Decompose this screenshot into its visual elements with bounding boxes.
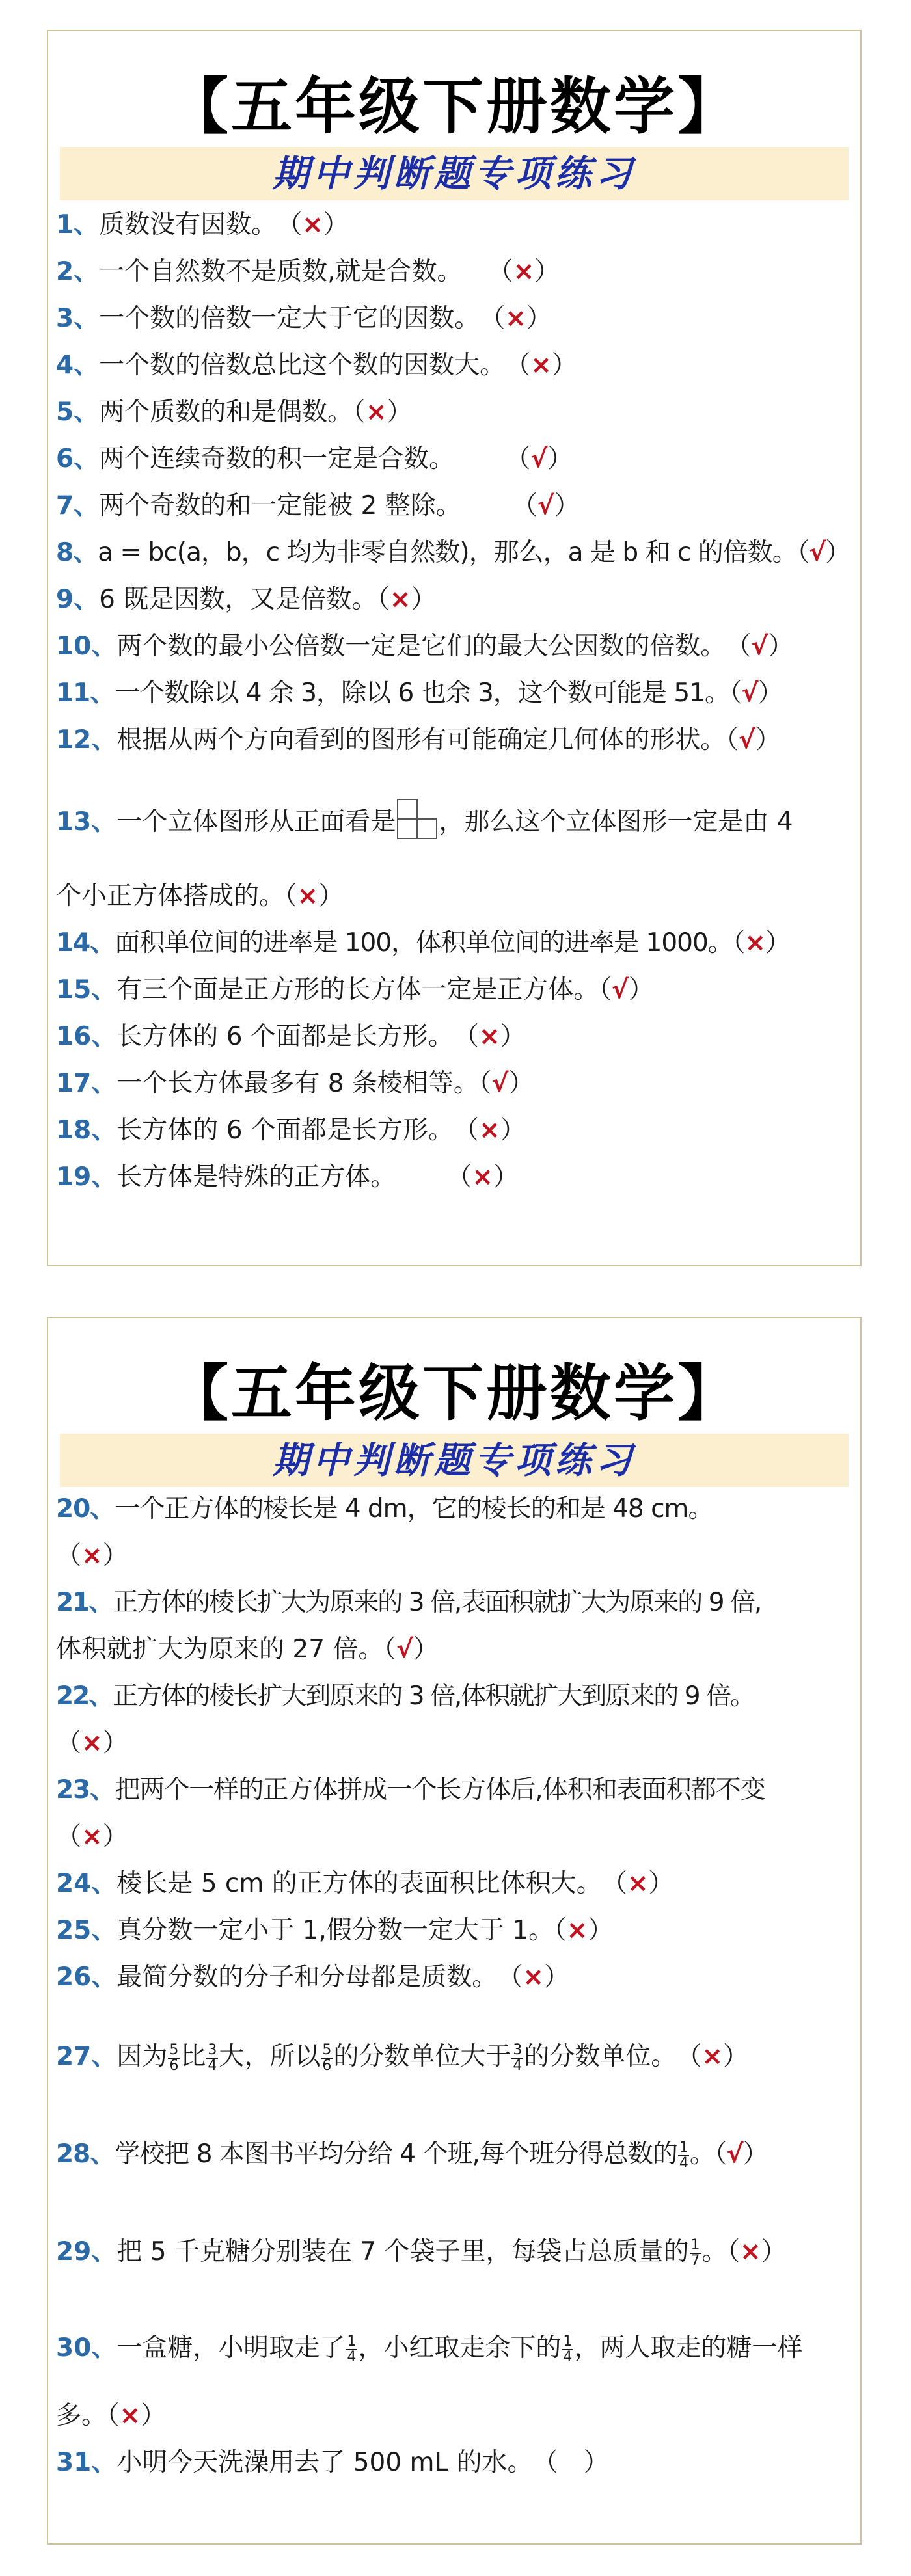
answer-mark: × — [119, 2401, 141, 2430]
worksheet-card-2 — [47, 1317, 862, 2545]
question-text: 一个数的倍数总比这个数的因数大。 — [99, 351, 493, 380]
question-text: 小明今天洗澡用去了 500 mL 的水。 — [116, 2448, 521, 2477]
question-number: 29 — [56, 2237, 92, 2266]
question-text: 两个连续奇数的积一定是合数。 — [99, 444, 442, 474]
main-title: 【五年级下册数学】 — [167, 71, 741, 142]
question-text: 两个质数的和是偶数。 — [99, 397, 353, 427]
question-text: 最简分数的分子和分母都是质数。 — [116, 1963, 485, 1992]
question-number: 10 — [56, 632, 92, 661]
question-number: 14 — [56, 928, 90, 958]
fraction: $\frac{1}{7}$ — [690, 2236, 700, 2269]
question-17: 17、一个长方体最多有 8 条棱相等。（√） — [56, 1069, 534, 1098]
question-number: 18 — [56, 1116, 92, 1145]
main-title: 【五年级下册数学】 — [167, 1358, 741, 1429]
question-20-line-1: 20、一个正方体的棱长是 4 dm，它的棱长的和是 48 cm。 — [56, 1494, 713, 1523]
question-text: 正方体的棱长扩大到原来的 3 倍,体积就扩大到原来的 9 倍。 — [113, 1682, 754, 1711]
question-number: 19 — [56, 1162, 92, 1192]
question-text: 棱长是 5 cm 的正方体的表面积比体积大。 — [116, 1869, 590, 1898]
question-number: 24 — [56, 1869, 92, 1898]
question-28: 28、学校把 8 本图书平均分给 4 个班,每个班分得总数的 $\frac{1}{4}$ 。（√） — [56, 2139, 768, 2171]
question-11: 11、一个数除以 4 余 3，除以 6 也余 3，这个数可能是 51。（√） — [56, 678, 783, 708]
answer-mark: × — [472, 1162, 494, 1192]
fraction: $\frac{3}{4}$ — [513, 2041, 523, 2074]
question-number: 16 — [56, 1022, 92, 1051]
answer-mark: √ — [726, 2140, 743, 2169]
question-text: 长方体的 6 个面都是长方形。 — [116, 1022, 441, 1051]
question-text: 正方体的棱长扩大为原来的 3 倍,表面积就扩大为原来的 9 倍, — [113, 1588, 761, 1617]
answer-mark: × — [566, 1916, 588, 1945]
question-13-line-1: 13、一个立体图形从正面看是 ，那么这个立体图形一定是由 4 — [56, 799, 855, 844]
question-number: 12 — [56, 725, 92, 755]
subtitle: 期中判断题专项练习 — [273, 1439, 636, 1482]
answer-mark: × — [701, 2042, 724, 2071]
answer-mark: × — [478, 1022, 500, 1051]
answer-mark: √ — [491, 1069, 509, 1098]
question-5: 5、两个质数的和是偶数。（×） — [56, 397, 413, 427]
question-text: 一个长方体最多有 8 条棱相等。 — [116, 1069, 479, 1098]
question-number: 23 — [56, 1775, 90, 1805]
question-8: 8、a = bc(a，b，c 均为非零自然数)，那么，a 是 b 和 c 的倍数。（√） — [56, 538, 850, 567]
answer-mark: √ — [537, 491, 554, 520]
question-18: 18、长方体的 6 个面都是长方形。 （×） — [56, 1116, 526, 1145]
answer-mark: × — [81, 1728, 103, 1758]
answer-mark: × — [627, 1869, 649, 1898]
question-text: a = bc(a，b，c 均为非零自然数)，那么，a 是 b 和 c 的倍数。 — [98, 538, 797, 567]
question-26: 26、最简分数的分子和分母都是质数。 （×） — [56, 1963, 570, 1992]
question-number: 13 — [56, 807, 92, 837]
question-text: 一个正方体的棱长是 4 dm，它的棱长的和是 48 cm。 — [115, 1494, 713, 1523]
question-16: 16、长方体的 6 个面都是长方形。 （×） — [56, 1022, 526, 1051]
question-6: 6、两个连续奇数的积一定是合数。 （√） — [56, 444, 573, 474]
fraction: $\frac{1}{4}$ — [679, 2139, 688, 2171]
answer-mark: × — [513, 257, 535, 286]
question-text: 两个数的最小公倍数一定是它们的最大公因数的倍数。 — [116, 632, 713, 661]
question-21-line-1: 21、正方体的棱长扩大为原来的 3 倍,表面积就扩大为原来的 9 倍, — [56, 1588, 761, 1617]
answer-mark: × — [740, 2237, 761, 2266]
question-number: 7 — [56, 491, 74, 520]
answer-mark: √ — [396, 1635, 413, 1664]
fraction: $\frac{1}{4}$ — [563, 2333, 573, 2365]
question-24: 24、棱长是 5 cm 的正方体的表面积比体积大。 （×） — [56, 1869, 674, 1898]
question-20-line-2: （×） — [56, 1541, 128, 1570]
question-number: 22 — [56, 1682, 89, 1711]
question-text: 6 既是因数，又是倍数。 — [99, 585, 377, 614]
question-text: 一个数的倍数一定大于它的因数。 — [99, 304, 467, 333]
question-30-line-2: 多。（×） — [56, 2401, 167, 2430]
question-text: 两个奇数的和一定能被 2 整除。 — [99, 491, 449, 520]
question-number: 6 — [56, 444, 74, 474]
answer-mark: √ — [738, 725, 755, 755]
question-number: 30 — [56, 2333, 92, 2363]
question-number: 2 — [56, 257, 74, 286]
question-23-line-2: （×） — [56, 1822, 128, 1851]
answer-mark: × — [530, 351, 552, 380]
worksheet-card-1 — [47, 30, 862, 1266]
question-number: 15 — [56, 975, 92, 1004]
question-number: 9 — [56, 585, 74, 614]
question-number: 1 — [56, 210, 74, 239]
question-12: 12、根据从两个方向看到的图形有可能确定几何体的形状。（√） — [56, 725, 781, 755]
answer-mark: × — [302, 210, 323, 239]
answer-mark: √ — [530, 444, 548, 474]
question-text: 长方体是特殊的正方体。 — [116, 1162, 383, 1192]
question-number: 26 — [56, 1963, 92, 1992]
answer-mark: × — [389, 585, 411, 614]
answer-mark: × — [744, 928, 765, 958]
question-2: 2、一个自然数不是质数,就是合数。 （×） — [56, 257, 560, 286]
question-25: 25、真分数一定小于 1,假分数一定大于 1。（×） — [56, 1916, 614, 1945]
question-number: 11 — [56, 678, 90, 708]
question-number: 4 — [56, 351, 74, 380]
answer-mark: √ — [751, 632, 768, 661]
answer-mark: × — [523, 1963, 545, 1992]
fraction: $\frac{5}{6}$ — [322, 2041, 332, 2074]
answer-mark: √ — [741, 678, 758, 708]
question-text: 一个立体图形从正面看是 — [116, 807, 396, 837]
answer-mark: × — [297, 881, 319, 911]
question-text: 一个数除以 4 余 3，除以 6 也余 3，这个数可能是 51。 — [115, 678, 729, 708]
question-text: 长方体的 6 个面都是长方形。 — [116, 1116, 441, 1145]
question-number: 21 — [56, 1588, 89, 1617]
answer-mark: √ — [611, 975, 629, 1004]
question-text: 真分数一定小于 1,假分数一定大于 1。 — [116, 1916, 554, 1945]
question-number: 25 — [56, 1916, 92, 1945]
question-29: 29、把 5 千克糖分别装在 7 个袋子里，每袋占总质量的 $\frac{1}{7}$ 。（×） — [56, 2236, 787, 2269]
question-21-line-2: 体积就扩大为原来的 27 倍。（√） — [56, 1635, 439, 1664]
question-19: 19、长方体是特殊的正方体。 （×） — [56, 1162, 519, 1192]
question-22-line-1: 22、正方体的棱长扩大到原来的 3 倍,体积就扩大到原来的 9 倍。 — [56, 1682, 754, 1711]
question-3: 3、一个数的倍数一定大于它的因数。 （×） — [56, 304, 552, 333]
question-14: 14、面积单位间的进率是 100，体积单位间的进率是 1000。（×） — [56, 928, 791, 958]
question-number: 27 — [56, 2042, 92, 2071]
question-text: 把两个一样的正方体拼成一个长方体后,体积和表面积都不变 — [115, 1775, 765, 1805]
fraction: $\frac{3}{4}$ — [208, 2041, 217, 2074]
question-7: 7、两个奇数的和一定能被 2 整除。 （√） — [56, 491, 580, 520]
question-text: 体积就扩大为原来的 27 倍。 — [56, 1635, 384, 1664]
answer-mark: × — [478, 1116, 500, 1145]
question-text: ，那么这个立体图形一定是由 4 — [439, 807, 793, 837]
question-27: 27、因为 $\frac{5}{6}$ 比 $\frac{3}{4}$ 大，所以 $\frac{5}{6}$ 的分数单位大于 $\frac{3}{4}$ 的分数单位。 （×） — [56, 2041, 749, 2074]
answer-mark: √ — [809, 538, 826, 567]
answer-mark: × — [505, 304, 526, 333]
question-4: 4、一个数的倍数总比这个数的因数大。 （×） — [56, 351, 577, 380]
question-text: 质数没有因数。 — [99, 210, 264, 239]
question-1: 1、质数没有因数。 （×） — [56, 210, 349, 239]
fraction: $\frac{5}{6}$ — [169, 2041, 179, 2074]
question-number: 3 — [56, 304, 74, 333]
question-text: 个小正方体搭成的。 — [56, 881, 285, 911]
question-text: 根据从两个方向看到的图形有可能确定几何体的形状。 — [116, 725, 726, 755]
question-text: 一个自然数不是质数,就是合数。 — [99, 257, 450, 286]
subtitle-bar — [60, 147, 849, 200]
question-number: 17 — [56, 1069, 92, 1098]
question-10: 10、两个数的最小公倍数一定是它们的最大公因数的倍数。 （√） — [56, 632, 794, 661]
question-text: 面积单位间的进率是 100，体积单位间的进率是 1000。 — [115, 928, 733, 958]
question-13-line-2: 个小正方体搭成的。（×） — [56, 881, 344, 911]
subtitle-bar — [60, 1434, 849, 1487]
l-shaped-three-square-figure-icon — [397, 799, 437, 839]
subtitle: 期中判断题专项练习 — [273, 152, 636, 195]
question-number: 8 — [56, 538, 74, 567]
question-number: 28 — [56, 2140, 90, 2169]
question-15: 15、有三个面是正方形的长方体一定是正方体。（√） — [56, 975, 654, 1004]
question-number: 5 — [56, 397, 74, 427]
question-number: 20 — [56, 1494, 90, 1523]
question-31: 31、小明今天洗澡用去了 500 mL 的水。 （ ） — [56, 2448, 609, 2477]
question-23-line-1: 23、把两个一样的正方体拼成一个长方体后,体积和表面积都不变 — [56, 1775, 765, 1805]
question-number: 31 — [56, 2448, 92, 2477]
question-22-line-2: （×） — [56, 1728, 128, 1758]
fraction: $\frac{1}{4}$ — [347, 2333, 357, 2365]
question-9: 9、6 既是因数，又是倍数。（×） — [56, 585, 437, 614]
answer-mark: × — [81, 1822, 103, 1851]
question-text: 有三个面是正方形的长方体一定是正方体。 — [116, 975, 599, 1004]
answer-mark: × — [365, 397, 387, 427]
question-30-line-1: 30、一盒糖，小明取走了 $\frac{1}{4}$ ，小红取走余下的 $\frac{1}{4}$ ，两人取走的糖一样 — [56, 2333, 803, 2365]
answer-mark: × — [81, 1541, 103, 1570]
